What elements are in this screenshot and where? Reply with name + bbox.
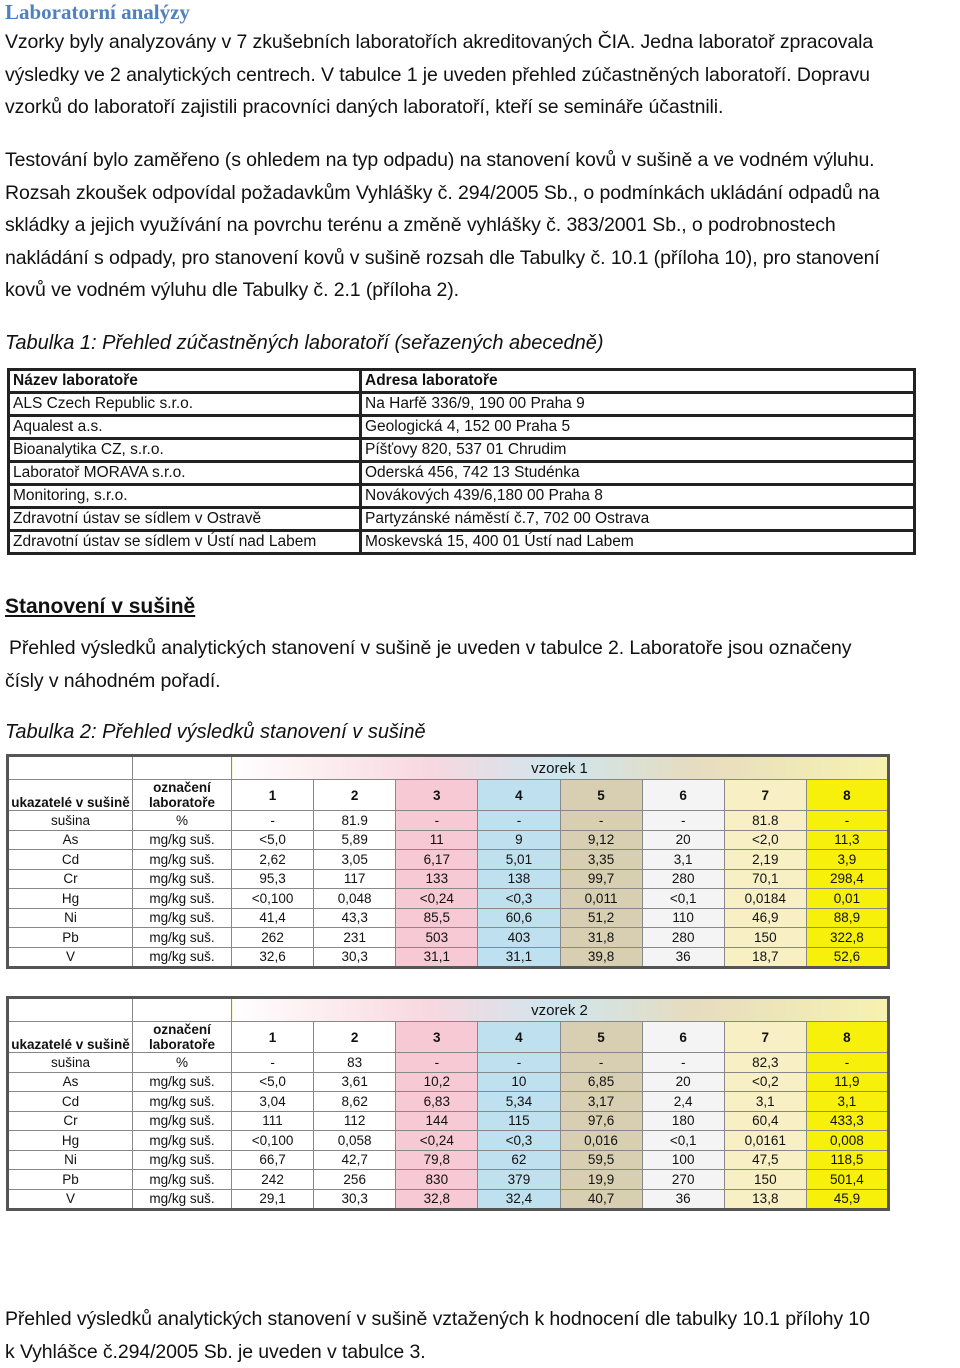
value-cell: 150: [724, 1170, 806, 1190]
value-cell: 97,6: [560, 1111, 642, 1131]
value-cell: 30,3: [314, 1189, 396, 1210]
lab-code-header-line: laboratoře: [133, 795, 231, 810]
table-row: [9, 393, 915, 416]
value-cell: 31,1: [478, 947, 560, 968]
value-cell: 3,9: [806, 850, 888, 870]
blank-cell: [8, 756, 133, 780]
lab-number: 7: [724, 780, 806, 811]
value-cell: 99,7: [560, 869, 642, 889]
lab-address: Moskevská 15, 400 01 Ústí nad Labem: [361, 531, 915, 554]
unit-cell: mg/kg suš.: [133, 869, 232, 889]
intro-line: Vzorky byly analyzovány v 7 zkušebních laboratořích akreditovaných ČIA. Jedna laboratoř zpracovala: [5, 26, 873, 59]
value-cell: -: [560, 1053, 642, 1073]
lab-number: 8: [806, 1022, 888, 1053]
value-cell: 379: [478, 1170, 560, 1190]
intro-line: vzorků do laboratoří zajistili pracovníci daných laboratoří, kteří se semináře účastnili.: [5, 91, 873, 124]
value-cell: 31,1: [396, 947, 478, 968]
value-cell: -: [478, 1053, 560, 1073]
value-cell: 88,9: [806, 908, 888, 928]
indicator-name: Ni: [8, 908, 133, 928]
value-cell: -: [232, 1053, 314, 1073]
footer-line: Přehled výsledků analytických stanovení v sušině vztažených k hodnocení dle tabulky 10.1 přílohy 10: [5, 1303, 870, 1336]
lab-name: Bioanalytika CZ, s.r.o.: [9, 439, 361, 462]
value-cell: <0,3: [478, 889, 560, 909]
value-cell: 3,05: [314, 850, 396, 870]
value-cell: 40,7: [560, 1189, 642, 1210]
value-cell: 3,04: [232, 1092, 314, 1112]
indicator-name: Pb: [8, 928, 133, 948]
table1-caption: Tabulka 1: Přehled zúčastněných laboratoří (seřazených abecedně): [5, 332, 604, 355]
table-row: [9, 439, 915, 462]
lab-number: 4: [478, 1022, 560, 1053]
footer-line: k Vyhlášce č.294/2005 Sb. je uveden v tabulce 3.: [5, 1336, 870, 1368]
value-cell: 298,4: [806, 869, 888, 889]
value-cell: 32,6: [232, 947, 314, 968]
table-row: [8, 1150, 889, 1170]
value-cell: 81.9: [314, 811, 396, 831]
indicator-name: As: [8, 830, 133, 850]
value-cell: 403: [478, 928, 560, 948]
value-cell: 5,01: [478, 850, 560, 870]
value-cell: 0,01: [806, 889, 888, 909]
table-row: [8, 830, 889, 850]
header-lab-name: Název laboratoře: [9, 370, 361, 393]
unit-cell: mg/kg suš.: [133, 1072, 232, 1092]
unit-cell: %: [133, 811, 232, 831]
lab-number: 6: [642, 780, 724, 811]
lab-number: 8: [806, 780, 888, 811]
results-table-2: [6, 996, 890, 1211]
value-cell: 10: [478, 1072, 560, 1092]
value-cell: 32,8: [396, 1189, 478, 1210]
value-cell: 11,3: [806, 830, 888, 850]
lab-name: Zdravotní ústav se sídlem v Ostravě: [9, 508, 361, 531]
table-row: [8, 928, 889, 948]
value-cell: 3,35: [560, 850, 642, 870]
lab-number: 1: [232, 780, 314, 811]
intro-line: výsledky ve 2 analytických centrech. V tabulce 1 je uveden přehled zúčastněných laboratoří. Dopravu: [5, 59, 873, 92]
value-cell: 0,0184: [724, 889, 806, 909]
value-cell: <2,0: [724, 830, 806, 850]
table-row: [9, 416, 915, 439]
blank-cell: [133, 756, 232, 780]
value-cell: 0,058: [314, 1131, 396, 1151]
value-cell: 118,5: [806, 1150, 888, 1170]
value-cell: 112: [314, 1111, 396, 1131]
value-cell: 60,6: [478, 908, 560, 928]
value-cell: 81.8: [724, 811, 806, 831]
value-cell: 19,9: [560, 1170, 642, 1190]
indicator-name: Cr: [8, 1111, 133, 1131]
value-cell: 3,17: [560, 1092, 642, 1112]
value-cell: 6,83: [396, 1092, 478, 1112]
value-cell: 5,89: [314, 830, 396, 850]
lab-address: Partyzánské náměstí č.7, 702 00 Ostrava: [361, 508, 915, 531]
lab-number: 1: [232, 1022, 314, 1053]
value-cell: 8,62: [314, 1092, 396, 1112]
table-row: [8, 1189, 889, 1210]
value-cell: 3,61: [314, 1072, 396, 1092]
value-cell: 36: [642, 947, 724, 968]
blank-cell: [8, 998, 133, 1022]
value-cell: <0,3: [478, 1131, 560, 1151]
table-row: [8, 850, 889, 870]
value-cell: 66,7: [232, 1150, 314, 1170]
value-cell: 256: [314, 1170, 396, 1190]
indicator-name: Pb: [8, 1170, 133, 1190]
value-cell: 51,2: [560, 908, 642, 928]
value-cell: 62: [478, 1150, 560, 1170]
value-cell: -: [642, 811, 724, 831]
lab-code-header: [133, 1022, 232, 1053]
unit-cell: mg/kg suš.: [133, 1111, 232, 1131]
section-title: Stanovení v sušině: [5, 595, 195, 619]
section-paragraph: [9, 632, 851, 697]
value-cell: 47,5: [724, 1150, 806, 1170]
value-cell: 20: [642, 1072, 724, 1092]
value-cell: 32,4: [478, 1189, 560, 1210]
lab-name: ALS Czech Republic s.r.o.: [9, 393, 361, 416]
indicator-name: sušina: [8, 1053, 133, 1073]
value-cell: 280: [642, 869, 724, 889]
value-cell: 13,8: [724, 1189, 806, 1210]
table-row: [8, 1053, 889, 1073]
value-cell: 322,8: [806, 928, 888, 948]
value-cell: 0,016: [560, 1131, 642, 1151]
value-cell: 242: [232, 1170, 314, 1190]
value-cell: 85,5: [396, 908, 478, 928]
table-row: [9, 485, 915, 508]
value-cell: 830: [396, 1170, 478, 1190]
indicator-header: ukazatelé v sušině: [8, 780, 133, 811]
laboratory-table: [7, 368, 916, 555]
value-cell: -: [806, 1053, 888, 1073]
scope-line: kovů ve vodném výluhu dle Tabulky č. 2.1 (příloha 2).: [5, 274, 880, 307]
value-cell: 0,048: [314, 889, 396, 909]
lab-number: 3: [396, 1022, 478, 1053]
value-cell: <0,24: [396, 1131, 478, 1151]
footer-paragraph: [5, 1303, 870, 1368]
value-cell: 9: [478, 830, 560, 850]
value-cell: 6,85: [560, 1072, 642, 1092]
lab-name: Zdravotní ústav se sídlem v Ústí nad Labem: [9, 531, 361, 554]
lab-code-header: [133, 780, 232, 811]
value-cell: 79,8: [396, 1150, 478, 1170]
value-cell: 3,1: [806, 1092, 888, 1112]
indicator-header: ukazatelé v sušině: [8, 1022, 133, 1053]
table-row: [8, 811, 889, 831]
sample-label: vzorek 2: [232, 998, 889, 1022]
value-cell: 231: [314, 928, 396, 948]
value-cell: 270: [642, 1170, 724, 1190]
table-row: [8, 1111, 889, 1131]
value-cell: 144: [396, 1111, 478, 1131]
value-cell: -: [232, 811, 314, 831]
unit-cell: mg/kg suš.: [133, 1131, 232, 1151]
value-cell: 52,6: [806, 947, 888, 968]
value-cell: 3,1: [642, 850, 724, 870]
value-cell: <0,24: [396, 889, 478, 909]
lab-address: Na Harfě 336/9, 190 00 Praha 9: [361, 393, 915, 416]
lab-code-header-line: laboratoře: [133, 1037, 231, 1052]
value-cell: 6,17: [396, 850, 478, 870]
value-cell: 59,5: [560, 1150, 642, 1170]
value-cell: 111: [232, 1111, 314, 1131]
lab-header-row: [8, 1022, 889, 1053]
value-cell: 501,4: [806, 1170, 888, 1190]
scope-line: Rozsah zkoušek odpovídal požadavkům Vyhlášky č. 294/2005 Sb., o podmínkách ukládání odpadů na: [5, 177, 880, 210]
section-line: čísly v náhodném pořadí.: [5, 665, 851, 698]
unit-cell: mg/kg suš.: [133, 947, 232, 968]
value-cell: 100: [642, 1150, 724, 1170]
value-cell: 2,19: [724, 850, 806, 870]
indicator-name: As: [8, 1072, 133, 1092]
lab-number: 6: [642, 1022, 724, 1053]
lab-number: 7: [724, 1022, 806, 1053]
results-table-1: [6, 754, 890, 969]
scope-paragraph: [5, 144, 880, 307]
value-cell: 43,3: [314, 908, 396, 928]
lab-address: Oderská 456, 742 13 Studénka: [361, 462, 915, 485]
lab-name: Monitoring, s.r.o.: [9, 485, 361, 508]
value-cell: 36: [642, 1189, 724, 1210]
value-cell: 46,9: [724, 908, 806, 928]
value-cell: 503: [396, 928, 478, 948]
indicator-name: Cd: [8, 850, 133, 870]
value-cell: <0,2: [724, 1072, 806, 1092]
value-cell: 0,008: [806, 1131, 888, 1151]
section-line: Přehled výsledků analytických stanovení v sušině je uveden v tabulce 2. Laboratoře jsou označeny: [9, 632, 851, 665]
unit-cell: mg/kg suš.: [133, 928, 232, 948]
value-cell: 70,1: [724, 869, 806, 889]
value-cell: 11: [396, 830, 478, 850]
scope-line: nakládání s odpady, pro stanovení kovů v sušině rozsah dle Tabulky č. 10.1 (příloha 10), pro stanovení: [5, 242, 880, 275]
value-cell: 138: [478, 869, 560, 889]
value-cell: 29,1: [232, 1189, 314, 1210]
value-cell: 133: [396, 869, 478, 889]
value-cell: 0,011: [560, 889, 642, 909]
value-cell: -: [560, 811, 642, 831]
lab-number: 2: [314, 780, 396, 811]
unit-cell: mg/kg suš.: [133, 830, 232, 850]
table-row: [8, 908, 889, 928]
lab-number: 4: [478, 780, 560, 811]
header-lab-address: Adresa laboratoře: [361, 370, 915, 393]
indicator-name: V: [8, 1189, 133, 1210]
value-cell: 60,4: [724, 1111, 806, 1131]
indicator-name: V: [8, 947, 133, 968]
unit-cell: mg/kg suš.: [133, 850, 232, 870]
blank-cell: [133, 998, 232, 1022]
unit-cell: mg/kg suš.: [133, 1092, 232, 1112]
lab-number: 3: [396, 780, 478, 811]
value-cell: 30,3: [314, 947, 396, 968]
value-cell: 110: [642, 908, 724, 928]
value-cell: 31,8: [560, 928, 642, 948]
value-cell: -: [478, 811, 560, 831]
indicator-name: Cr: [8, 869, 133, 889]
sample-label: vzorek 1: [232, 756, 889, 780]
unit-cell: mg/kg suš.: [133, 908, 232, 928]
value-cell: 18,7: [724, 947, 806, 968]
indicator-name: sušina: [8, 811, 133, 831]
indicator-name: Ni: [8, 1150, 133, 1170]
value-cell: 42,7: [314, 1150, 396, 1170]
lab-address: Píšťovy 820, 537 01 Chrudim: [361, 439, 915, 462]
value-cell: 433,3: [806, 1111, 888, 1131]
table-row: [9, 462, 915, 485]
value-cell: 280: [642, 928, 724, 948]
table-row: [9, 531, 915, 554]
value-cell: 262: [232, 928, 314, 948]
value-cell: -: [396, 1053, 478, 1073]
value-cell: 5,34: [478, 1092, 560, 1112]
table-row: [8, 869, 889, 889]
value-cell: 150: [724, 928, 806, 948]
value-cell: -: [642, 1053, 724, 1073]
unit-cell: mg/kg suš.: [133, 1150, 232, 1170]
value-cell: 39,8: [560, 947, 642, 968]
value-cell: 45,9: [806, 1189, 888, 1210]
lab-address: Novákových 439/6,180 00 Praha 8: [361, 485, 915, 508]
value-cell: 2,4: [642, 1092, 724, 1112]
table-header-row: [9, 370, 915, 393]
sample-row: [8, 998, 889, 1022]
table-row: [8, 889, 889, 909]
intro-paragraph: [5, 26, 873, 124]
value-cell: <0,100: [232, 1131, 314, 1151]
table-row: [8, 1131, 889, 1151]
lab-number: 2: [314, 1022, 396, 1053]
page-heading: Laboratorní analýzy: [5, 0, 190, 25]
unit-cell: mg/kg suš.: [133, 889, 232, 909]
unit-cell: mg/kg suš.: [133, 1170, 232, 1190]
indicator-name: Hg: [8, 889, 133, 909]
value-cell: 0,0161: [724, 1131, 806, 1151]
lab-code-header-line: označení: [133, 780, 231, 795]
lab-number: 5: [560, 780, 642, 811]
value-cell: 180: [642, 1111, 724, 1131]
lab-address: Geologická 4, 152 00 Praha 5: [361, 416, 915, 439]
table2-caption: Tabulka 2: Přehled výsledků stanovení v sušině: [5, 721, 426, 744]
value-cell: 115: [478, 1111, 560, 1131]
scope-line: skládky a jejich využívání na povrchu terénu a změně vyhlášky č. 383/2001 Sb., o podrobnostech: [5, 209, 880, 242]
table-row: [8, 1072, 889, 1092]
lab-number: 5: [560, 1022, 642, 1053]
value-cell: <5,0: [232, 1072, 314, 1092]
value-cell: 41,4: [232, 908, 314, 928]
unit-cell: mg/kg suš.: [133, 1189, 232, 1210]
indicator-name: Hg: [8, 1131, 133, 1151]
lab-header-row: [8, 780, 889, 811]
indicator-name: Cd: [8, 1092, 133, 1112]
value-cell: 20: [642, 830, 724, 850]
value-cell: <0,1: [642, 1131, 724, 1151]
value-cell: 10,2: [396, 1072, 478, 1092]
lab-name: Laboratoř MORAVA s.r.o.: [9, 462, 361, 485]
value-cell: <0,100: [232, 889, 314, 909]
table-row: [8, 1092, 889, 1112]
value-cell: 11,9: [806, 1072, 888, 1092]
value-cell: 9,12: [560, 830, 642, 850]
value-cell: -: [806, 811, 888, 831]
value-cell: 117: [314, 869, 396, 889]
value-cell: 2,62: [232, 850, 314, 870]
value-cell: 83: [314, 1053, 396, 1073]
lab-code-header-line: označení: [133, 1022, 231, 1037]
value-cell: -: [396, 811, 478, 831]
value-cell: <5,0: [232, 830, 314, 850]
value-cell: 82,3: [724, 1053, 806, 1073]
scope-line: Testování bylo zaměřeno (s ohledem na typ odpadu) na stanovení kovů v sušině a ve vodném výluhu.: [5, 144, 880, 177]
value-cell: <0,1: [642, 889, 724, 909]
lab-name: Aqualest a.s.: [9, 416, 361, 439]
table-row: [9, 508, 915, 531]
table-row: [8, 1170, 889, 1190]
sample-row: [8, 756, 889, 780]
table-row: [8, 947, 889, 968]
value-cell: 3,1: [724, 1092, 806, 1112]
unit-cell: %: [133, 1053, 232, 1073]
value-cell: 95,3: [232, 869, 314, 889]
